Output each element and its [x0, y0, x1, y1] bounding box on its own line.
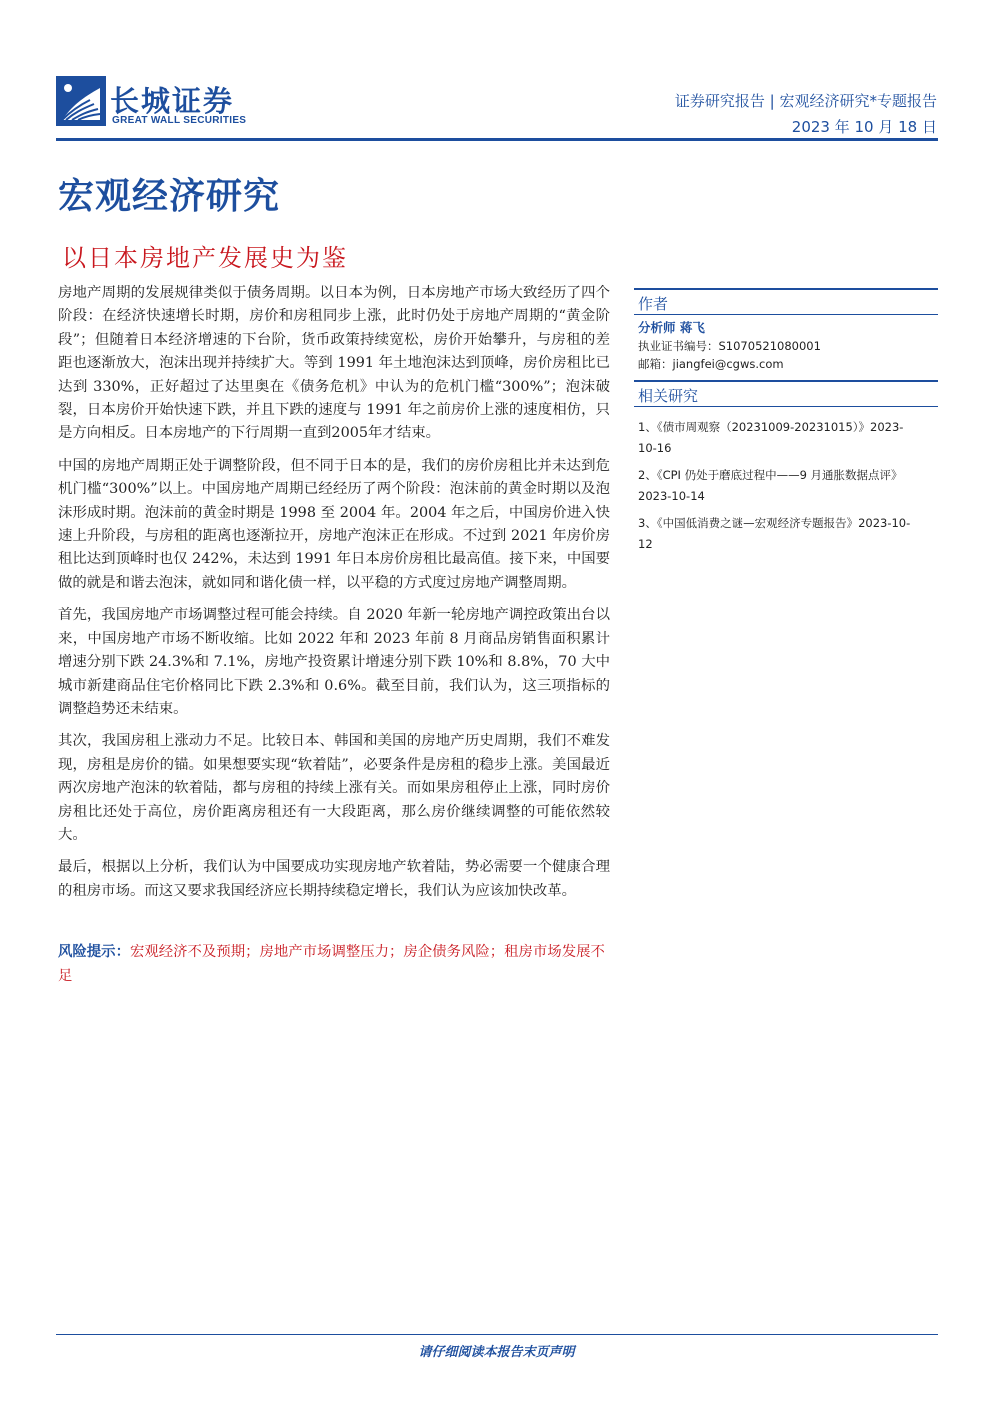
- main-body: [58, 282, 610, 988]
- analyst-name: 分析师 蒋飞: [638, 320, 705, 335]
- related-date: 12: [638, 537, 653, 551]
- body-paragraph: 中国的房地产周期正处于调整阶段，但不同于日本的是，我们的房价房租比并未达到危机门槛“300%”以上。中国房地产周期已经经历了两个阶段：泡沫前的黄金时期以及泡沫形成时期。泡沫前的黄金时期是 1998 至 2004 年。2004 年之后，中国房价进入快速上升阶段，与房租的距离也逐渐拉开，房地产泡沫正在形成。不过到 2021 年房价房租比达到顶峰时也仅 242%，未达到 1991 年日本房价房租比最高值。接下来，中国要做的就是和谐去泡沫，就如同和谐化债一样，以平稳的方式度过房地产调整周期。: [58, 457, 610, 591]
- related-title: 3、《中国低消费之谜—宏观经济专题报告》2023-10-: [638, 516, 911, 530]
- great-wall-logo-icon: [56, 76, 106, 126]
- body-paragraph: 首先，我国房地产市场调整过程可能会持续。自 2020 年新一轮房地产调控政策出台以来，中国房地产市场不断收缩。比如 2022 年和 2023 年前 8 月商品房销售面积累计增速分别下跌 24.3%和 7.1%，房地产投资累计增速分别下跌 10%和 8.8%，70 大中城市新建商品住宅价格同比下跌 2.3%和 0.6%。截至目前，我们认为，这三项指标的调整趋势还未结束。: [58, 607, 610, 717]
- certificate-number: 执业证书编号：S1070521080001: [638, 339, 821, 353]
- related-research-item[interactable]: [638, 465, 938, 507]
- section-title: 宏观经济研究: [58, 175, 281, 217]
- related-research-list: [634, 417, 938, 555]
- report-date: 2023 年 10 月 18 日: [791, 118, 937, 136]
- report-type: 证券研究报告 | 宏观经济研究*专题报告: [674, 92, 937, 110]
- sidebar: [634, 288, 938, 561]
- related-research-heading: 相关研究: [634, 380, 938, 407]
- related-title: 1、《债市周观察（20231009-20231015）》2023-: [638, 420, 904, 434]
- related-research-item[interactable]: [638, 417, 938, 459]
- author-email[interactable]: 邮箱：jiangfei@cgws.com: [638, 357, 784, 371]
- page-header: [0, 0, 993, 145]
- document-title: 以日本房地产发展史为鉴: [62, 244, 348, 272]
- related-research-item[interactable]: [638, 513, 938, 555]
- logo-chinese-text: 长城证券: [110, 84, 235, 118]
- body-paragraph: 房地产周期的发展规律类似于债务周期。以日本为例，日本房地产市场大致经历了四个阶段：在经济快速增长时期，房价和房租同步上涨，此时仍处于房地产周期的“黄金阶段”；但随着日本经济增速的下台阶，货币政策持续宽松，房价开始攀升，与房租的差距也逐渐放大，泡沫出现并持续扩大。等到 1991 年土地泡沫达到顶峰，房价房租比已达到 330%，正好超过了达里奥在《债务危机》中认为的危机门槛“300%”；泡沫破裂，日本房价开始快速下跌，并且下跌的速度与 1991 年之前房价上涨的速度相仿，只是方向相反。日本房地产的下行周期一直到2005年才结束。: [58, 285, 610, 442]
- related-date: 10-16: [638, 441, 672, 455]
- related-title: 2、《CPI 仍处于磨底过程中——9 月通胀数据点评》: [638, 468, 903, 482]
- risk-text: 宏观经济不及预期；房地产市场调整压力；房企债务风险；租房市场发展不足: [58, 944, 605, 984]
- risk-warning: [58, 940, 610, 988]
- related-date: 2023-10-14: [638, 489, 705, 503]
- author-heading: 作者: [634, 288, 938, 315]
- logo-english-text: GREAT WALL SECURITIES: [112, 115, 247, 126]
- header-divider: [56, 138, 938, 141]
- footer-divider: [56, 1334, 938, 1335]
- footer-disclaimer: 请仔细阅读本报告末页声明: [418, 1345, 575, 1360]
- body-paragraph: 其次，我国房租上涨动力不足。比较日本、韩国和美国的房地产历史周期，我们不难发现，房租是房价的锚。如果想要实现“软着陆”，必要条件是房租的稳步上涨。美国最近两次房地产泡沫的软着陆，都与房租的持续上涨有关。而如果房租停止上涨，同时房价房租比还处于高位，房价距离房租还有一大段距离，那么房价继续调整的可能依然较大。: [58, 733, 610, 843]
- body-paragraph: 最后，根据以上分析，我们认为中国要成功实现房地产软着陆，势必需要一个健康合理的租房市场。而这又要求我国经济应长期持续稳定增长，我们认为应该加快改革。: [58, 859, 610, 899]
- company-logo: [56, 76, 266, 128]
- risk-label: 风险提示：: [58, 943, 130, 961]
